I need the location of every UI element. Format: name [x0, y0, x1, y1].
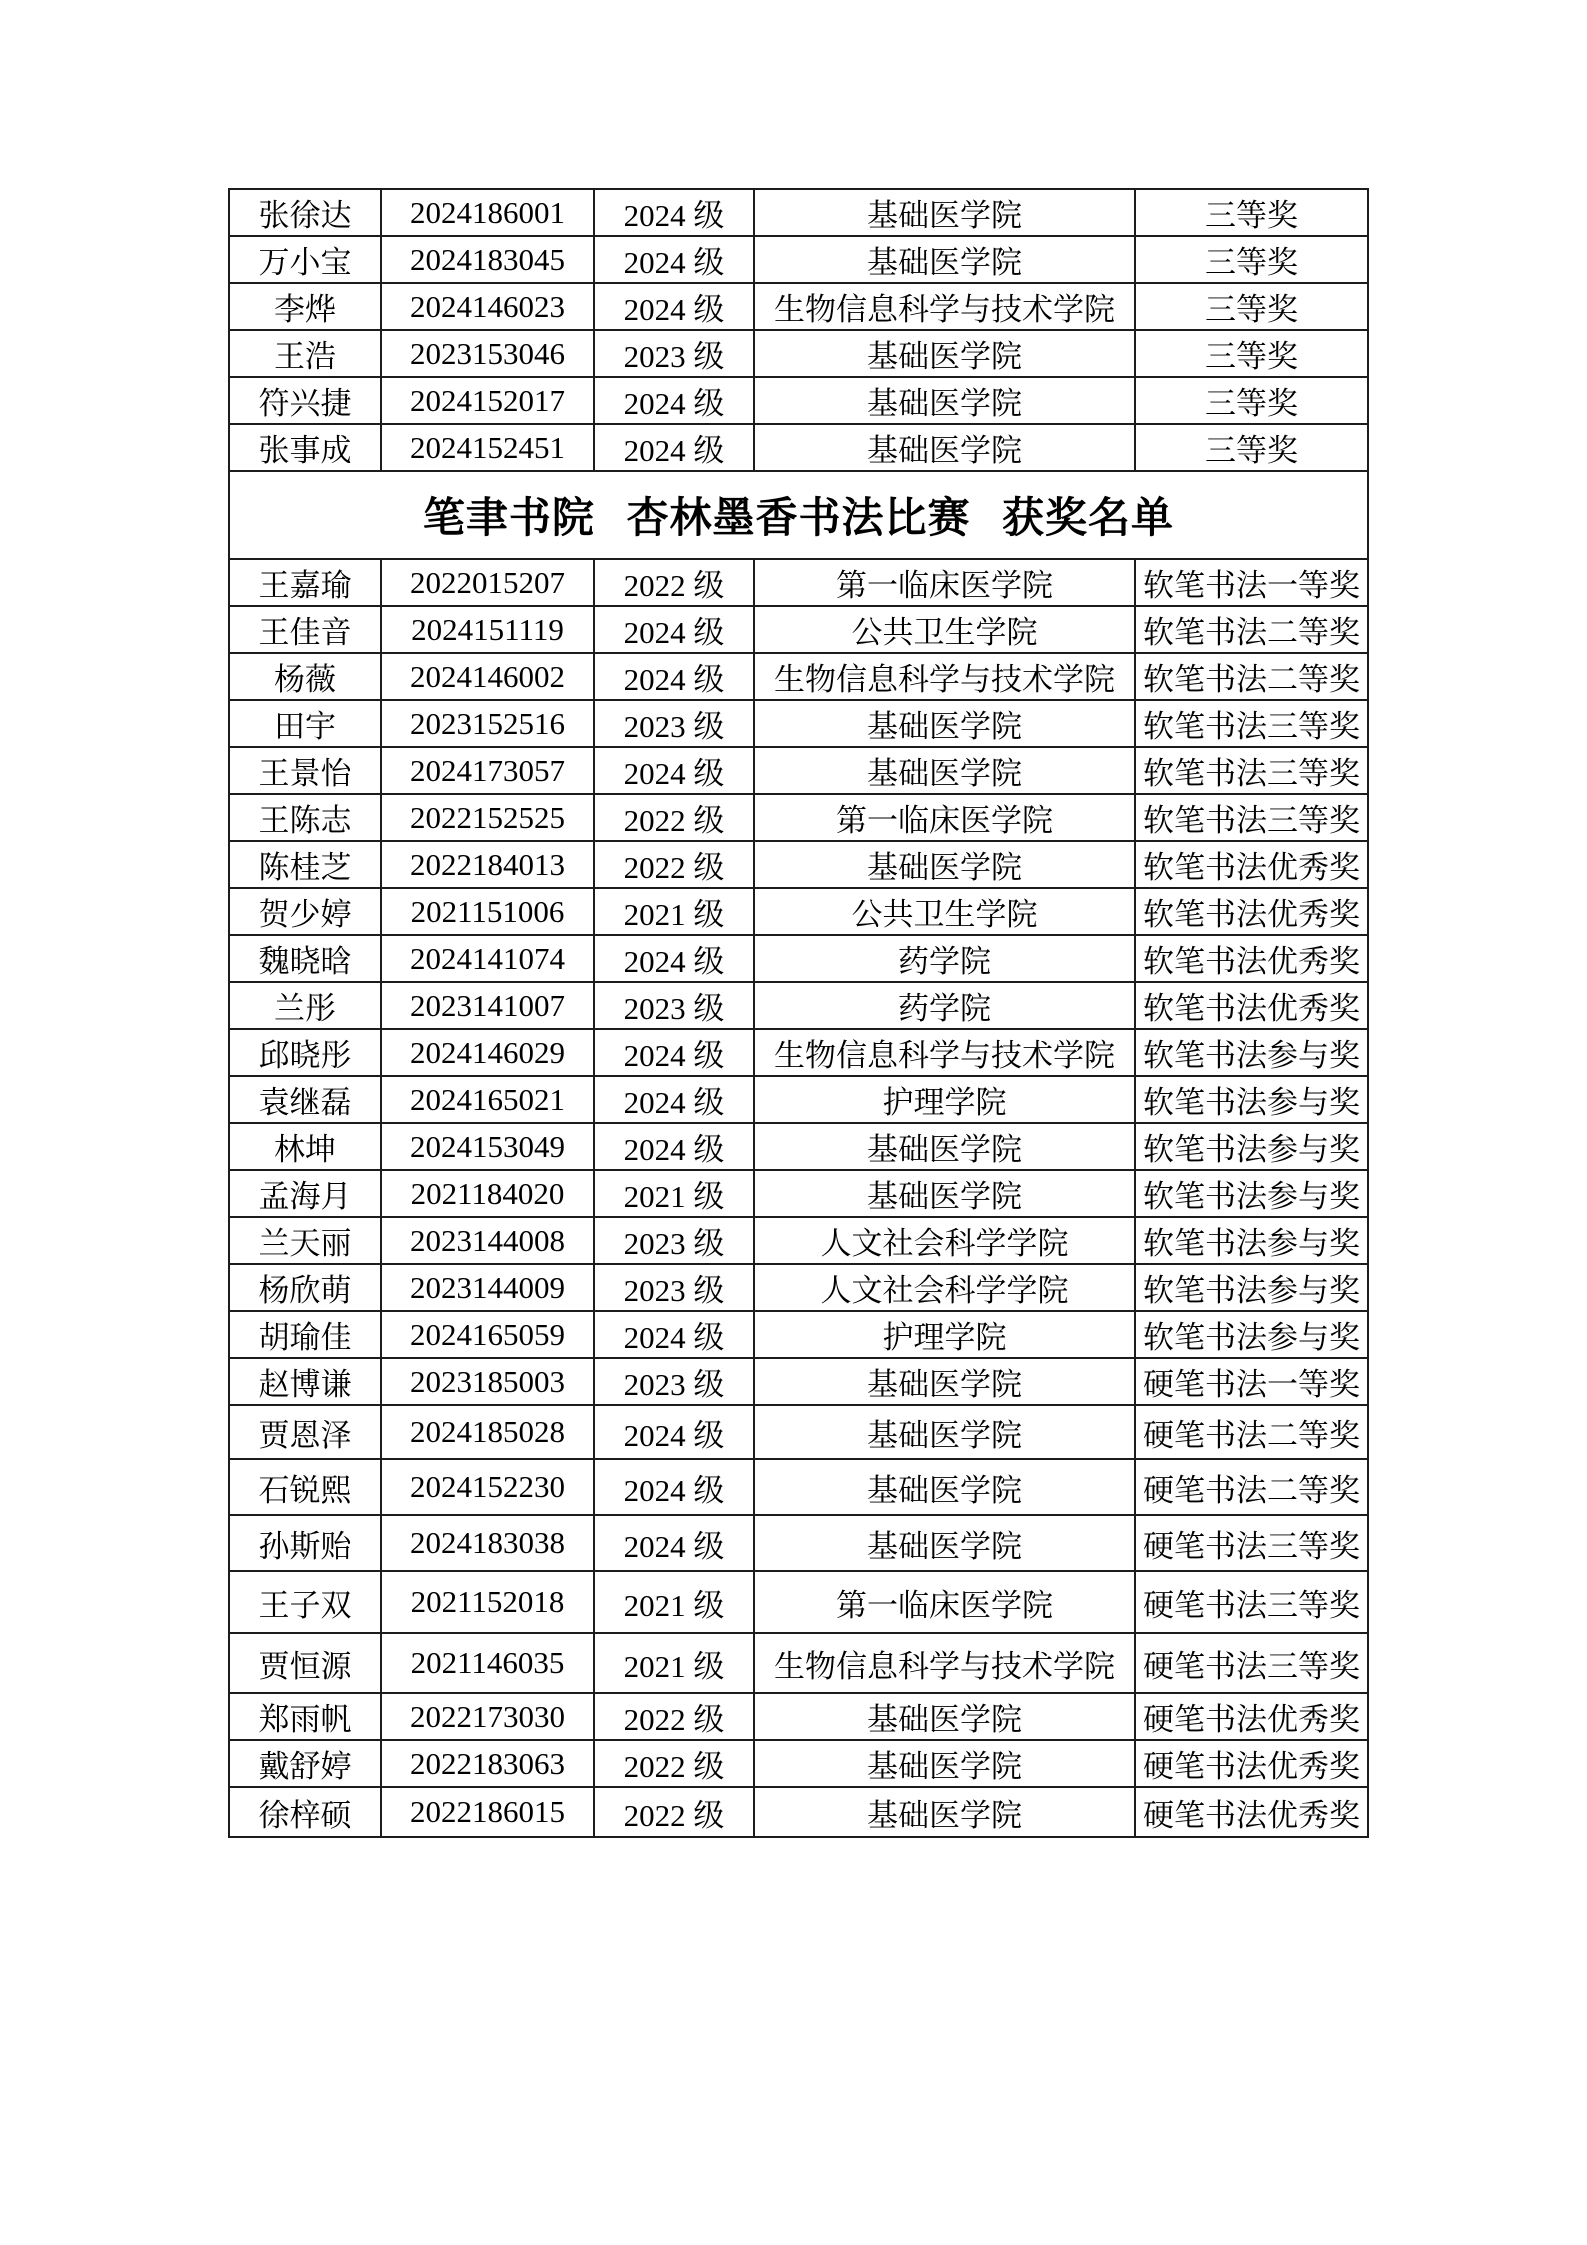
cell-college: 公共卫生学院: [754, 888, 1135, 935]
cell-name: 石锐熙: [229, 1459, 381, 1515]
cell-grade: 2022 级: [594, 1693, 754, 1740]
cell-name: 袁继磊: [229, 1076, 381, 1123]
cell-grade: 2024 级: [594, 189, 754, 236]
cell-student-id: 2021146035: [381, 1633, 594, 1693]
cell-college: 基础医学院: [754, 1405, 1135, 1459]
cell-student-id: 2022015207: [381, 559, 594, 606]
table-row: [229, 377, 1368, 424]
cell-name: 王景怡: [229, 747, 381, 794]
cell-college: 生物信息科学与技术学院: [754, 283, 1135, 330]
cell-name: 杨欣萌: [229, 1264, 381, 1311]
cell-college: 第一临床医学院: [754, 559, 1135, 606]
cell-college: 生物信息科学与技术学院: [754, 1633, 1135, 1693]
table-row: [229, 700, 1368, 747]
cell-college: 药学院: [754, 982, 1135, 1029]
cell-student-id: 2024165059: [381, 1311, 594, 1358]
table-row: [229, 1123, 1368, 1170]
cell-student-id: 2023144008: [381, 1217, 594, 1264]
table-row: [229, 888, 1368, 935]
cell-student-id: 2024152230: [381, 1459, 594, 1515]
cell-college: 基础医学院: [754, 1740, 1135, 1787]
table-row: [229, 653, 1368, 700]
cell-award: 软笔书法三等奖: [1135, 700, 1368, 747]
cell-college: 护理学院: [754, 1311, 1135, 1358]
cell-name: 胡瑜佳: [229, 1311, 381, 1358]
table-row: [229, 1358, 1368, 1405]
cell-award: 硬笔书法优秀奖: [1135, 1693, 1368, 1740]
section2-rows: [229, 559, 1368, 1837]
cell-college: 基础医学院: [754, 1170, 1135, 1217]
cell-name: 孙斯贻: [229, 1515, 381, 1571]
cell-student-id: 2024146029: [381, 1029, 594, 1076]
cell-grade: 2024 级: [594, 935, 754, 982]
cell-name: 兰天丽: [229, 1217, 381, 1264]
cell-student-id: 2024153049: [381, 1123, 594, 1170]
cell-college: 基础医学院: [754, 377, 1135, 424]
cell-grade: 2024 级: [594, 1076, 754, 1123]
cell-grade: 2023 级: [594, 1217, 754, 1264]
cell-name: 田宇: [229, 700, 381, 747]
table-row: [229, 559, 1368, 606]
cell-grade: 2021 级: [594, 888, 754, 935]
cell-grade: 2021 级: [594, 1170, 754, 1217]
table-row: [229, 747, 1368, 794]
table-row: [229, 471, 1368, 559]
cell-award: 硬笔书法三等奖: [1135, 1571, 1368, 1633]
cell-student-id: 2024186001: [381, 189, 594, 236]
cell-award: 硬笔书法三等奖: [1135, 1515, 1368, 1571]
cell-award: 硬笔书法二等奖: [1135, 1405, 1368, 1459]
cell-college: 基础医学院: [754, 236, 1135, 283]
cell-student-id: 2024141074: [381, 935, 594, 982]
cell-name: 李烨: [229, 283, 381, 330]
cell-award: 硬笔书法优秀奖: [1135, 1787, 1368, 1837]
cell-name: 郑雨帆: [229, 1693, 381, 1740]
table-row: [229, 1571, 1368, 1633]
cell-college: 药学院: [754, 935, 1135, 982]
cell-college: 护理学院: [754, 1076, 1135, 1123]
cell-student-id: 2023144009: [381, 1264, 594, 1311]
cell-student-id: 2024165021: [381, 1076, 594, 1123]
table-row: [229, 841, 1368, 888]
cell-student-id: 2023153046: [381, 330, 594, 377]
cell-award: 软笔书法参与奖: [1135, 1311, 1368, 1358]
table-row: [229, 189, 1368, 236]
cell-college: 基础医学院: [754, 1123, 1135, 1170]
cell-grade: 2024 级: [594, 1029, 754, 1076]
section2-title-row: [229, 471, 1368, 559]
cell-college: 生物信息科学与技术学院: [754, 1029, 1135, 1076]
table-row: [229, 424, 1368, 471]
table-row: [229, 1740, 1368, 1787]
cell-award: 软笔书法三等奖: [1135, 747, 1368, 794]
cell-student-id: 2023185003: [381, 1358, 594, 1405]
table-row: [229, 1076, 1368, 1123]
cell-name: 邱晓彤: [229, 1029, 381, 1076]
cell-name: 林坤: [229, 1123, 381, 1170]
cell-award: 三等奖: [1135, 330, 1368, 377]
cell-grade: 2024 级: [594, 424, 754, 471]
cell-grade: 2023 级: [594, 700, 754, 747]
cell-award: 软笔书法二等奖: [1135, 606, 1368, 653]
cell-college: 基础医学院: [754, 700, 1135, 747]
cell-student-id: 2022184013: [381, 841, 594, 888]
cell-name: 王嘉瑜: [229, 559, 381, 606]
cell-name: 戴舒婷: [229, 1740, 381, 1787]
cell-student-id: 2024173057: [381, 747, 594, 794]
cell-name: 贺少婷: [229, 888, 381, 935]
cell-award: 软笔书法三等奖: [1135, 794, 1368, 841]
table-row: [229, 1029, 1368, 1076]
cell-name: 徐梓硕: [229, 1787, 381, 1837]
table-row: [229, 1264, 1368, 1311]
cell-grade: 2024 级: [594, 377, 754, 424]
cell-name: 符兴捷: [229, 377, 381, 424]
cell-college: 生物信息科学与技术学院: [754, 653, 1135, 700]
table-row: [229, 1405, 1368, 1459]
table-row: [229, 1217, 1368, 1264]
cell-award: 硬笔书法二等奖: [1135, 1459, 1368, 1515]
table-row: [229, 1787, 1368, 1837]
cell-award: 软笔书法参与奖: [1135, 1029, 1368, 1076]
cell-grade: 2024 级: [594, 283, 754, 330]
cell-award: 软笔书法一等奖: [1135, 559, 1368, 606]
cell-name: 张事成: [229, 424, 381, 471]
cell-college: 人文社会科学学院: [754, 1264, 1135, 1311]
cell-name: 王佳音: [229, 606, 381, 653]
cell-award: 软笔书法参与奖: [1135, 1264, 1368, 1311]
cell-student-id: 2024146023: [381, 283, 594, 330]
cell-student-id: 2024183045: [381, 236, 594, 283]
cell-name: 陈桂芝: [229, 841, 381, 888]
table-row: [229, 982, 1368, 1029]
cell-grade: 2024 级: [594, 236, 754, 283]
cell-name: 王子双: [229, 1571, 381, 1633]
cell-award: 软笔书法参与奖: [1135, 1217, 1368, 1264]
cell-name: 孟海月: [229, 1170, 381, 1217]
cell-student-id: 2024152451: [381, 424, 594, 471]
cell-college: 基础医学院: [754, 1693, 1135, 1740]
cell-grade: 2024 级: [594, 1123, 754, 1170]
cell-grade: 2022 级: [594, 794, 754, 841]
cell-college: 基础医学院: [754, 841, 1135, 888]
cell-award: 软笔书法参与奖: [1135, 1076, 1368, 1123]
cell-award: 三等奖: [1135, 424, 1368, 471]
cell-student-id: 2022173030: [381, 1693, 594, 1740]
cell-award: 软笔书法优秀奖: [1135, 888, 1368, 935]
cell-award: 软笔书法参与奖: [1135, 1170, 1368, 1217]
table-row: [229, 1633, 1368, 1693]
cell-grade: 2024 级: [594, 653, 754, 700]
table-row: [229, 935, 1368, 982]
cell-name: 万小宝: [229, 236, 381, 283]
cell-college: 基础医学院: [754, 1787, 1135, 1837]
cell-college: 基础医学院: [754, 1358, 1135, 1405]
cell-grade: 2024 级: [594, 1311, 754, 1358]
table-row: [229, 1515, 1368, 1571]
cell-college: 基础医学院: [754, 424, 1135, 471]
cell-name: 魏晓晗: [229, 935, 381, 982]
table-row: [229, 794, 1368, 841]
cell-grade: 2024 级: [594, 747, 754, 794]
cell-student-id: 2021184020: [381, 1170, 594, 1217]
cell-student-id: 2024183038: [381, 1515, 594, 1571]
cell-college: 第一临床医学院: [754, 1571, 1135, 1633]
cell-grade: 2023 级: [594, 1358, 754, 1405]
cell-award: 软笔书法二等奖: [1135, 653, 1368, 700]
cell-name: 王浩: [229, 330, 381, 377]
cell-student-id: 2021151006: [381, 888, 594, 935]
cell-award: 软笔书法优秀奖: [1135, 841, 1368, 888]
cell-student-id: 2024185028: [381, 1405, 594, 1459]
section1-rows: [229, 189, 1368, 471]
cell-grade: 2024 级: [594, 1459, 754, 1515]
cell-student-id: 2023152516: [381, 700, 594, 747]
cell-college: 基础医学院: [754, 1459, 1135, 1515]
cell-name: 张徐达: [229, 189, 381, 236]
cell-student-id: 2022183063: [381, 1740, 594, 1787]
cell-award: 三等奖: [1135, 283, 1368, 330]
cell-award: 软笔书法参与奖: [1135, 1123, 1368, 1170]
awards-table: [228, 188, 1369, 1838]
cell-grade: 2021 级: [594, 1571, 754, 1633]
cell-grade: 2021 级: [594, 1633, 754, 1693]
cell-name: 王陈志: [229, 794, 381, 841]
table-row: [229, 236, 1368, 283]
cell-grade: 2022 级: [594, 1787, 754, 1837]
cell-student-id: 2022152525: [381, 794, 594, 841]
cell-grade: 2024 级: [594, 1405, 754, 1459]
cell-college: 人文社会科学学院: [754, 1217, 1135, 1264]
cell-grade: 2023 级: [594, 330, 754, 377]
cell-name: 贾恒源: [229, 1633, 381, 1693]
table-row: [229, 1311, 1368, 1358]
cell-student-id: 2024146002: [381, 653, 594, 700]
table-row: [229, 1693, 1368, 1740]
cell-grade: 2024 级: [594, 1515, 754, 1571]
cell-grade: 2022 级: [594, 841, 754, 888]
table-section-title: 笔聿书院 杏林墨香书法比赛 获奖名单: [229, 471, 1368, 559]
cell-student-id: 2024152017: [381, 377, 594, 424]
cell-college: 公共卫生学院: [754, 606, 1135, 653]
cell-name: 贾恩泽: [229, 1405, 381, 1459]
table-row: [229, 330, 1368, 377]
cell-student-id: 2021152018: [381, 1571, 594, 1633]
cell-award: 软笔书法优秀奖: [1135, 935, 1368, 982]
cell-college: 基础医学院: [754, 1515, 1135, 1571]
cell-college: 基础医学院: [754, 330, 1135, 377]
cell-award: 三等奖: [1135, 377, 1368, 424]
cell-award: 软笔书法优秀奖: [1135, 982, 1368, 1029]
cell-name: 赵博谦: [229, 1358, 381, 1405]
cell-grade: 2023 级: [594, 982, 754, 1029]
cell-award: 硬笔书法一等奖: [1135, 1358, 1368, 1405]
cell-award: 三等奖: [1135, 236, 1368, 283]
cell-student-id: 2022186015: [381, 1787, 594, 1837]
cell-award: 硬笔书法优秀奖: [1135, 1740, 1368, 1787]
table-row: [229, 606, 1368, 653]
table-row: [229, 283, 1368, 330]
cell-student-id: 2023141007: [381, 982, 594, 1029]
cell-grade: 2022 级: [594, 559, 754, 606]
cell-college: 基础医学院: [754, 189, 1135, 236]
cell-grade: 2022 级: [594, 1740, 754, 1787]
cell-college: 基础医学院: [754, 747, 1135, 794]
cell-grade: 2024 级: [594, 606, 754, 653]
cell-award: 三等奖: [1135, 189, 1368, 236]
cell-student-id: 2024151119: [381, 606, 594, 653]
cell-college: 第一临床医学院: [754, 794, 1135, 841]
cell-award: 硬笔书法三等奖: [1135, 1633, 1368, 1693]
cell-name: 杨薇: [229, 653, 381, 700]
cell-grade: 2023 级: [594, 1264, 754, 1311]
cell-name: 兰彤: [229, 982, 381, 1029]
table-row: [229, 1170, 1368, 1217]
table-row: [229, 1459, 1368, 1515]
